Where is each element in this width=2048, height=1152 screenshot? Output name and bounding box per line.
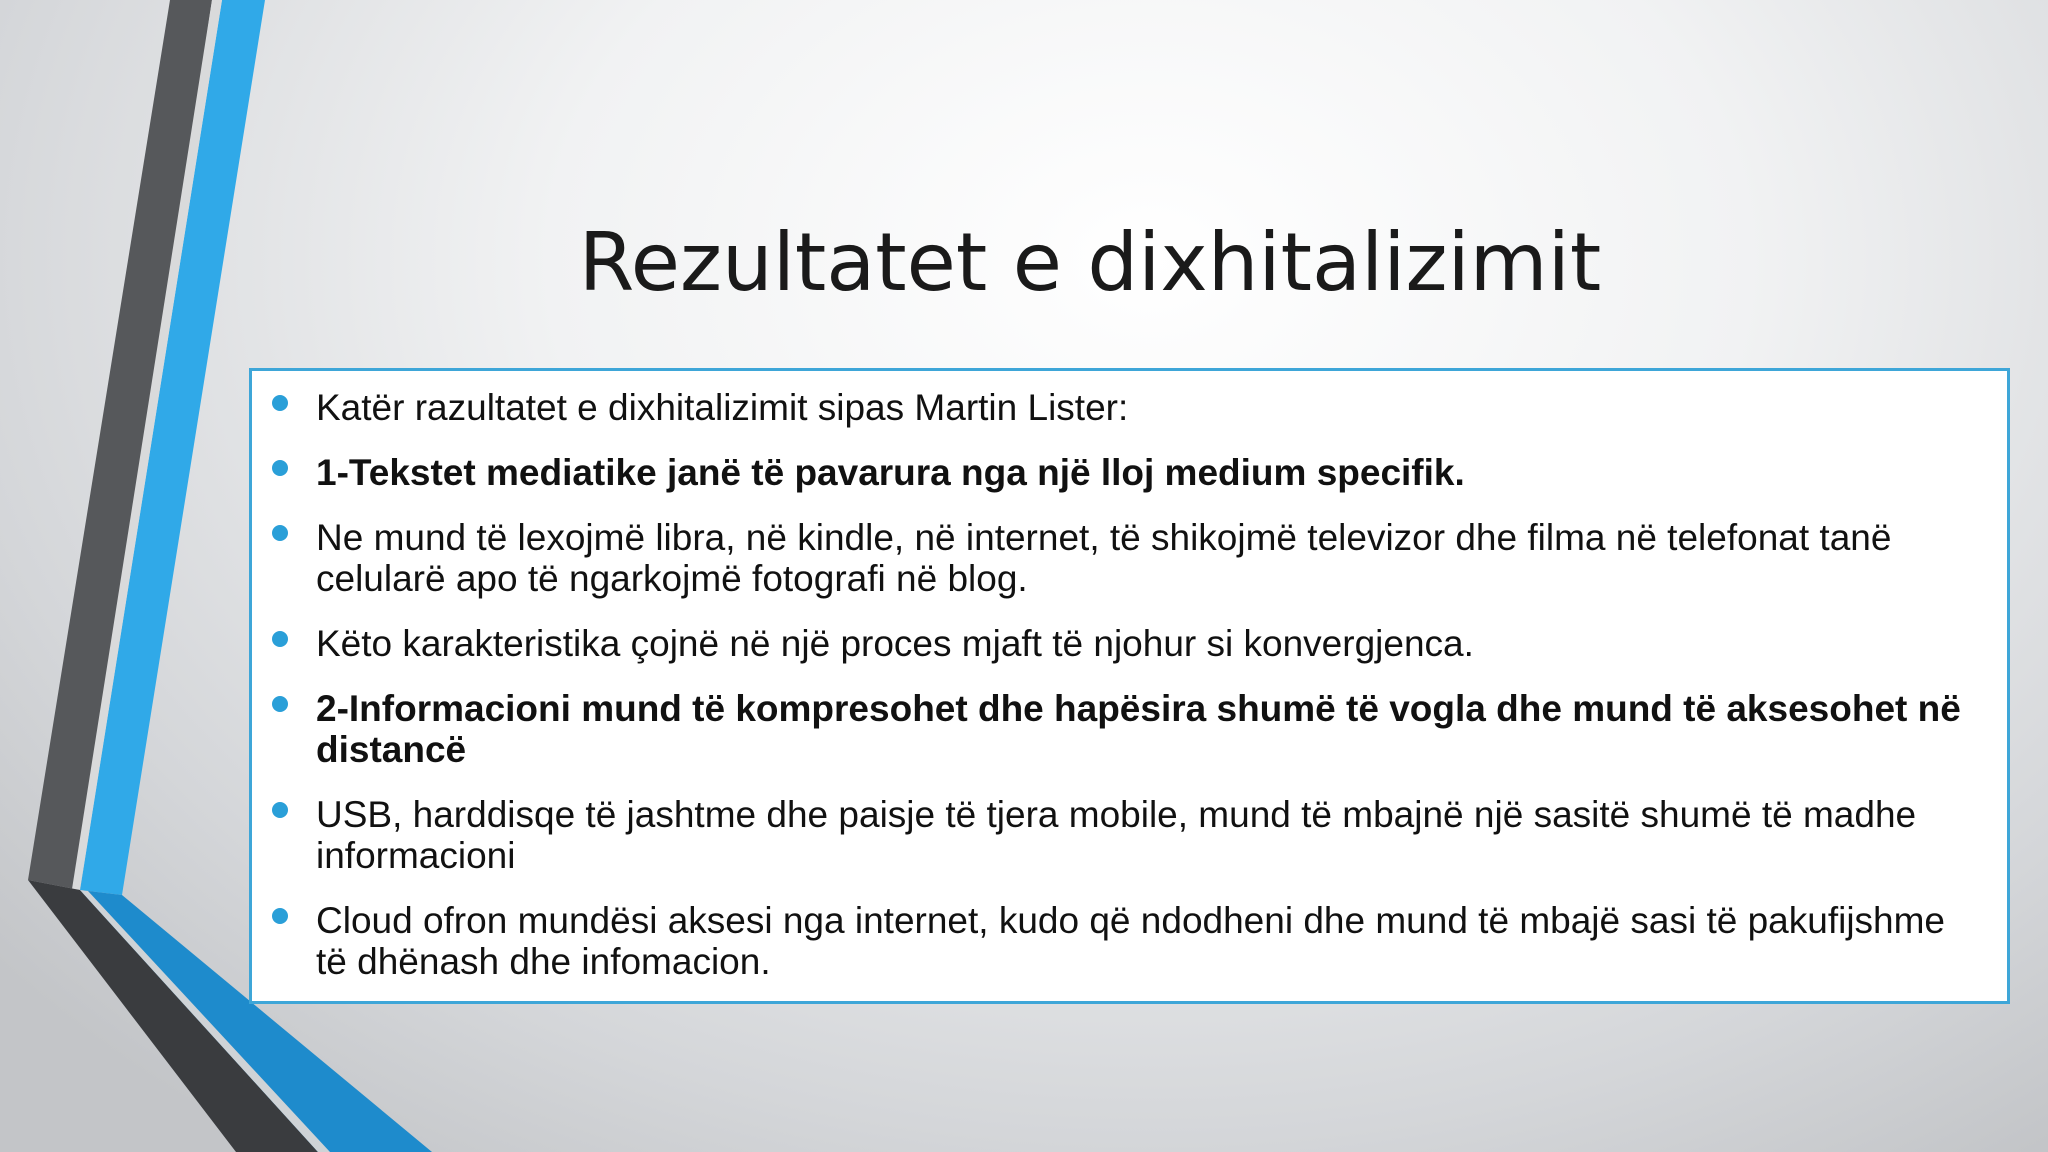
bullet-item: [252, 623, 1983, 664]
bullet-text: Katër razultatet e dixhitalizimit sipas Martin Lister:: [316, 387, 1129, 428]
bullet-text: Ne mund të lexojmë libra, në kindle, në internet, të shikojmë televizor dhe filma në telefonat tanë celularë apo të ngarkojmë fotografi në blog.: [316, 517, 1892, 599]
bullet-text: USB, harddisqe të jashtme dhe paisje të tjera mobile, mund të mbajnë një sasitë shumë të madhe informacioni: [316, 794, 1917, 876]
bullet-text: 2-Informacioni mund të kompresohet dhe hapësira shumë të vogla dhe mund të aksesohet në distancë: [316, 688, 1961, 770]
bullet-icon: [272, 908, 288, 924]
bullet-item: [252, 452, 1983, 493]
bullet-text: Këto karakteristika çojnë në një proces mjaft të njohur si konvergjenca.: [316, 623, 1474, 664]
bullet-icon: [272, 802, 288, 818]
bullet-item: [252, 794, 1983, 876]
bullet-text: 1-Tekstet mediatike janë të pavarura nga një lloj medium specifik.: [316, 452, 1465, 493]
bullet-icon: [272, 395, 288, 411]
bullet-item: [252, 900, 1983, 982]
bullet-item: [252, 688, 1983, 770]
bullet-icon: [272, 525, 288, 541]
slide-title: Rezultatet e dixhitalizimit: [578, 216, 1602, 309]
bullet-text: Cloud ofron mundësi aksesi nga internet, kudo që ndodheni dhe mund të mbajë sasi të pakufijshme të dhënash dhe infomacion.: [316, 900, 1946, 982]
bullet-item: [252, 387, 1983, 428]
bullet-list: [252, 387, 1983, 982]
content-box: [249, 368, 2010, 1004]
bullet-icon: [272, 696, 288, 712]
bullet-icon: [272, 460, 288, 476]
bullet-item: [252, 517, 1983, 599]
light-stripe: [72, 0, 222, 890]
bullet-icon: [272, 631, 288, 647]
